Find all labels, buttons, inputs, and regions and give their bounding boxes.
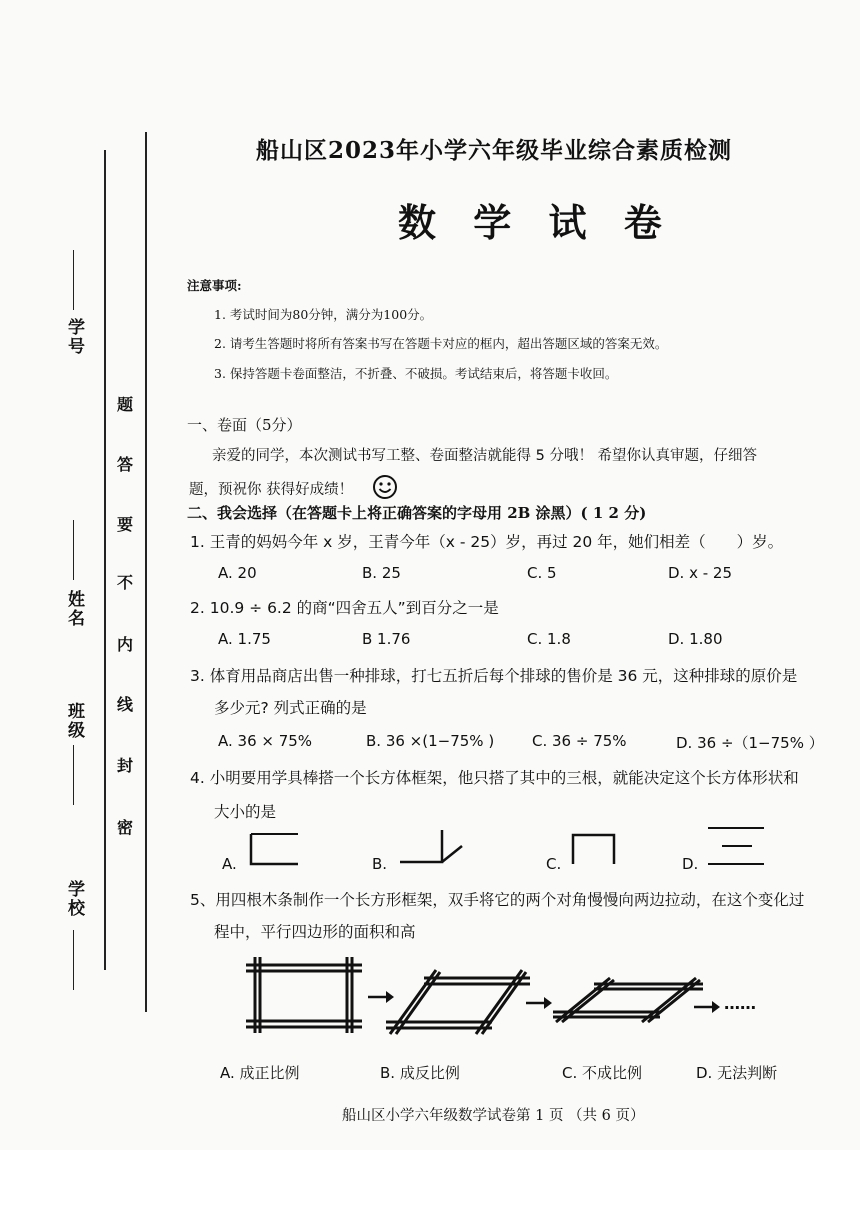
question-3-stem-line1: 3. 体育用品商店出售一种排球，打七五折后每个排球的售价是 36 元，这种排球的原价是 [190,667,798,685]
seal-char-5: 内 [117,635,134,654]
class-label: 班级 [64,702,84,740]
question-5-option-c[interactable]: C. 不成比例 [562,1064,643,1082]
seal-char-2: 答 [117,455,134,474]
question-2-option-b[interactable]: B 1.76 [362,630,411,648]
question-5-stem-line2: 程中，平行四边形的面积和高 [214,923,416,941]
seal-char-3: 要 [117,515,134,534]
question-4-figure-b [398,826,470,868]
notes-heading: 注意事项: [187,278,242,293]
parallelogram-frame-figure [380,966,540,1036]
question-4-option-c[interactable]: C. [546,855,562,873]
section1-text-line2: 题，预祝你 获得好成绩！ [189,482,354,498]
question-3-option-b[interactable]: B. 36 ×(1−75% ) [366,732,495,750]
question-3-option-a[interactable]: A. 36 × 75% [218,732,313,750]
continuation-dots: …… [724,994,756,1013]
rectangle-frame-figure [240,955,365,1035]
section1-heading: 一、卷面（5分） [187,416,302,434]
question-1-stem: 1. 王青的妈妈今年 x 岁，王青今年（x - 25）岁，再过 20 年，她们相差（ ）岁。 [190,533,784,551]
section1-text-line1: 亲爱的同学，本次测试书写工整、卷面整洁就能得 5 分哦！ 希望你认真审题，仔细答 [212,448,758,464]
question-4-stem-line2: 大小的是 [214,803,277,821]
exam-subtitle: 数 学 试 卷 [398,200,674,245]
question-4-figure-d [706,824,766,868]
page-footer: 船山区小学六年级数学试卷第 1 页 （共 6 页） [342,1108,645,1124]
question-5-option-a[interactable]: A. 成正比例 [220,1064,300,1082]
seal-char-8: 密 [117,818,134,837]
seal-char-4: 不 [117,573,134,592]
binding-line-right [145,132,147,1012]
question-1-option-a[interactable]: A. 20 [218,564,257,582]
name-blank [73,520,74,580]
question-4-figure-c [570,832,620,868]
question-2-stem: 2. 10.9 ÷ 6.2 的商“四舍五人”到百分之一是 [190,599,499,617]
question-2-option-d[interactable]: D. 1.80 [668,630,723,648]
question-5-option-d[interactable]: D. 无法判断 [696,1064,778,1082]
question-4-option-b[interactable]: B. [372,855,388,873]
student-id-blank [73,250,74,310]
note-item: 1. 考试时间为80分钟，满分为100分。 [214,307,433,322]
question-2-option-c[interactable]: C. 1.8 [527,630,571,648]
smiley-icon [372,474,398,500]
seal-char-6: 线 [117,695,134,714]
note-item: 3. 保持答题卡卷面整洁，不折叠、不破损。考试结束后，将答题卡收回。 [214,366,618,381]
question-1-option-c[interactable]: C. 5 [527,564,557,582]
seal-char-1: 题 [117,395,134,414]
flat-parallelogram-frame-figure [548,974,708,1026]
student-id-label: 学号 [64,318,84,356]
binding-line-left [104,150,106,970]
exam-title: 船山区2023年小学六年级毕业综合素质检测 [256,137,733,164]
question-4-stem-line1: 4. 小明要用学具棒搭一个长方体框架，他只搭了其中的三根，就能决定这个长方体形状和 [190,769,799,787]
name-label: 姓名 [64,590,84,628]
question-1-option-d[interactable]: D. x - 25 [668,564,732,582]
question-4-option-d[interactable]: D. [682,855,699,873]
question-4-option-a[interactable]: A. [222,855,237,873]
section2-heading: 二、我会选择（在答题卡上将正确答案的字母用 2B 涂黑）( 1 2 分) [187,504,647,522]
note-item: 2. 请考生答题时将所有答案书写在答题卡对应的框内，超出答题区域的答案无效。 [214,336,668,351]
class-blank [73,745,74,805]
school-label: 学校 [64,880,84,918]
question-4-figure-a [248,832,304,868]
question-2-option-a[interactable]: A. 1.75 [218,630,271,648]
question-3-option-d[interactable]: D. 36 ÷（1−75% ） [676,734,824,752]
question-5-option-b[interactable]: B. 成反比例 [380,1064,460,1082]
question-3-stem-line2: 多少元? 列式正确的是 [214,699,367,717]
question-5-stem-line1: 5、用四根木条制作一个长方形框架，双手将它的两个对角慢慢向两边拉动，在这个变化过 [190,891,805,909]
seal-char-7: 封 [117,756,134,775]
school-blank [73,930,74,990]
question-1-option-b[interactable]: B. 25 [362,564,401,582]
question-3-option-c[interactable]: C. 36 ÷ 75% [532,732,627,750]
arrow-icon [694,1000,720,1014]
